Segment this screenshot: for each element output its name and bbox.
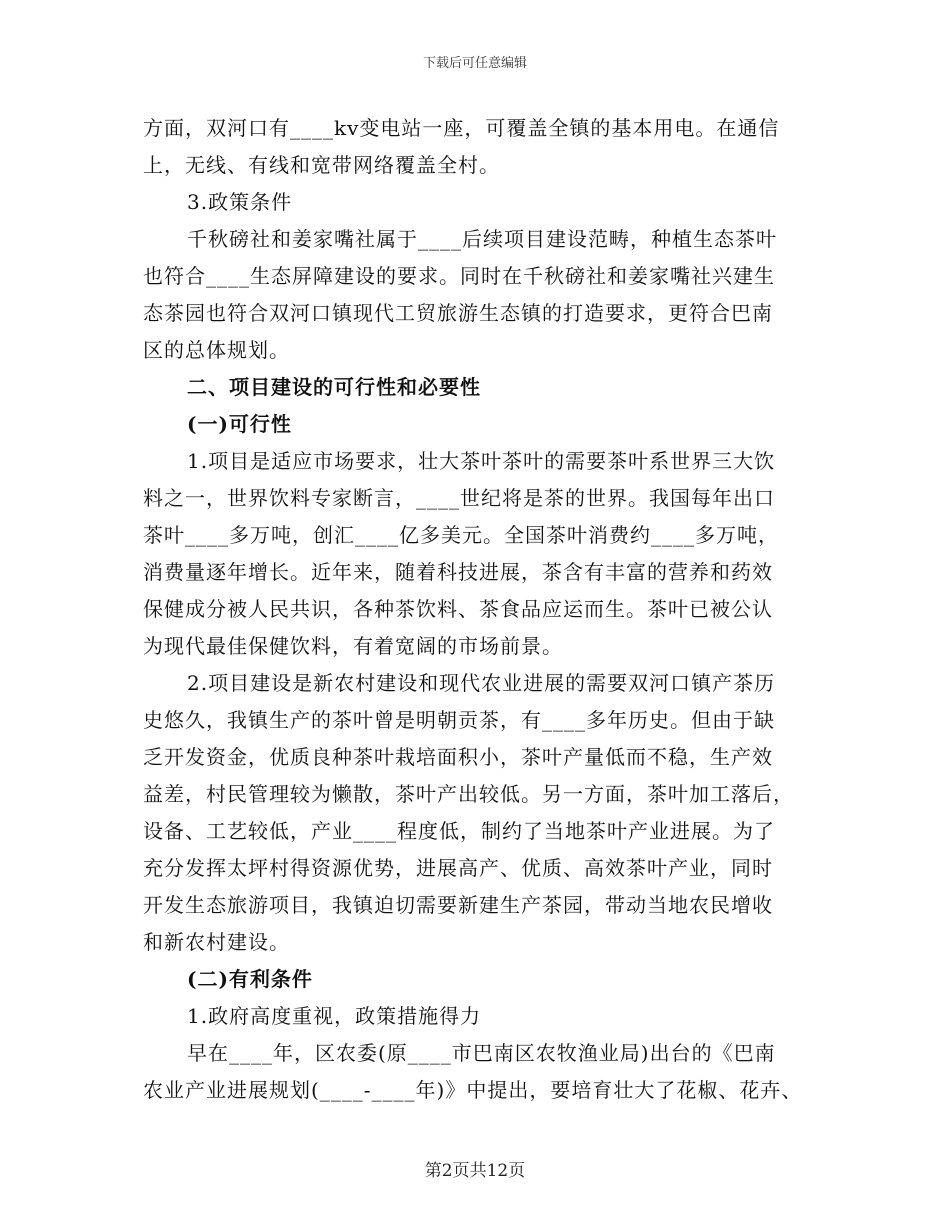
text-line: 农业产业进展规划(____-____年)》中提出，要培育壮大了花椒、花卉、 xyxy=(143,1078,803,1102)
text-line: 茶叶____多万吨，创汇____亿多美元。全国茶叶消费约____多万吨， xyxy=(143,523,779,547)
section-heading: (一)可行性 xyxy=(187,412,292,436)
text-line: 1.政府高度重视，政策措施得力 xyxy=(187,1004,482,1028)
document-body xyxy=(143,110,815,1109)
text-line: 乏开发资金，优质良种茶叶栽培面积小，茶叶产量低而不稳，生产效 xyxy=(143,745,773,769)
text-line: 保健成分被人民共识，各种茶饮料、茶食品应运而生。茶叶已被公认 xyxy=(143,597,773,621)
text-line: 为现代最佳保健饮料，有着宽阔的市场前景。 xyxy=(143,634,563,658)
text-line: 史悠久，我镇生产的茶叶曾是明朝贡茶，有____多年历史。但由于缺 xyxy=(143,708,775,732)
text-line: 区的总体规划。 xyxy=(143,338,290,362)
text-line: 方面，双河口有____kv变电站一座，可覆盖全镇的基本用电。在通信 xyxy=(143,116,780,140)
text-line: 上，无线、有线和宽带网络覆盖全村。 xyxy=(143,153,500,177)
text-line: 料之一，世界饮料专家断言，____世纪将是茶的世界。我国每年出口 xyxy=(143,486,775,510)
text-line: 早在____年，区农委(原____市巴南区农牧渔业局)出台的《巴南 xyxy=(187,1041,776,1065)
page-footer: 第2页共12页 xyxy=(424,1161,526,1181)
section-heading: (二)有利条件 xyxy=(187,967,313,991)
text-line: 开发生态旅游项目，我镇迫切需要新建生产茶园，带动当地农民增收 xyxy=(143,893,773,917)
text-line: 设备、工艺较低，产业____程度低，制约了当地茶叶产业进展。为了 xyxy=(143,819,775,843)
text-line: 也符合____生态屏障建设的要求。同时在千秋磅社和姜家嘴社兴建生 xyxy=(143,264,775,288)
text-line: 和新农村建设。 xyxy=(143,930,290,954)
text-line: 3.政策条件 xyxy=(187,190,293,214)
text-line: 消费量逐年增长。近年来，随着科技进展，茶含有丰富的营养和药效 xyxy=(143,560,773,584)
text-line: 千秋磅社和姜家嘴社属于____后续项目建设范畴，种植生态茶叶 xyxy=(187,227,777,251)
text-line: 益差，村民管理较为懒散，茶叶产出较低。另一方面，茶叶加工落后， xyxy=(143,782,794,806)
text-line: 2.项目建设是新农村建设和现代农业进展的需要双河口镇产茶历 xyxy=(187,671,776,695)
text-line: 态茶园也符合双河口镇现代工贸旅游生态镇的打造要求，更符合巴南 xyxy=(143,301,773,325)
section-heading: 二、项目建设的可行性和必要性 xyxy=(187,375,481,399)
text-line: 1.项目是适应市场要求，壮大茶叶茶叶的需要茶叶系世界三大饮 xyxy=(187,449,776,473)
text-line: 充分发挥太坪村得资源优势，进展高产、优质、高效茶叶产业，同时 xyxy=(143,856,773,880)
page-header: 下载后可任意编辑 xyxy=(422,56,527,71)
